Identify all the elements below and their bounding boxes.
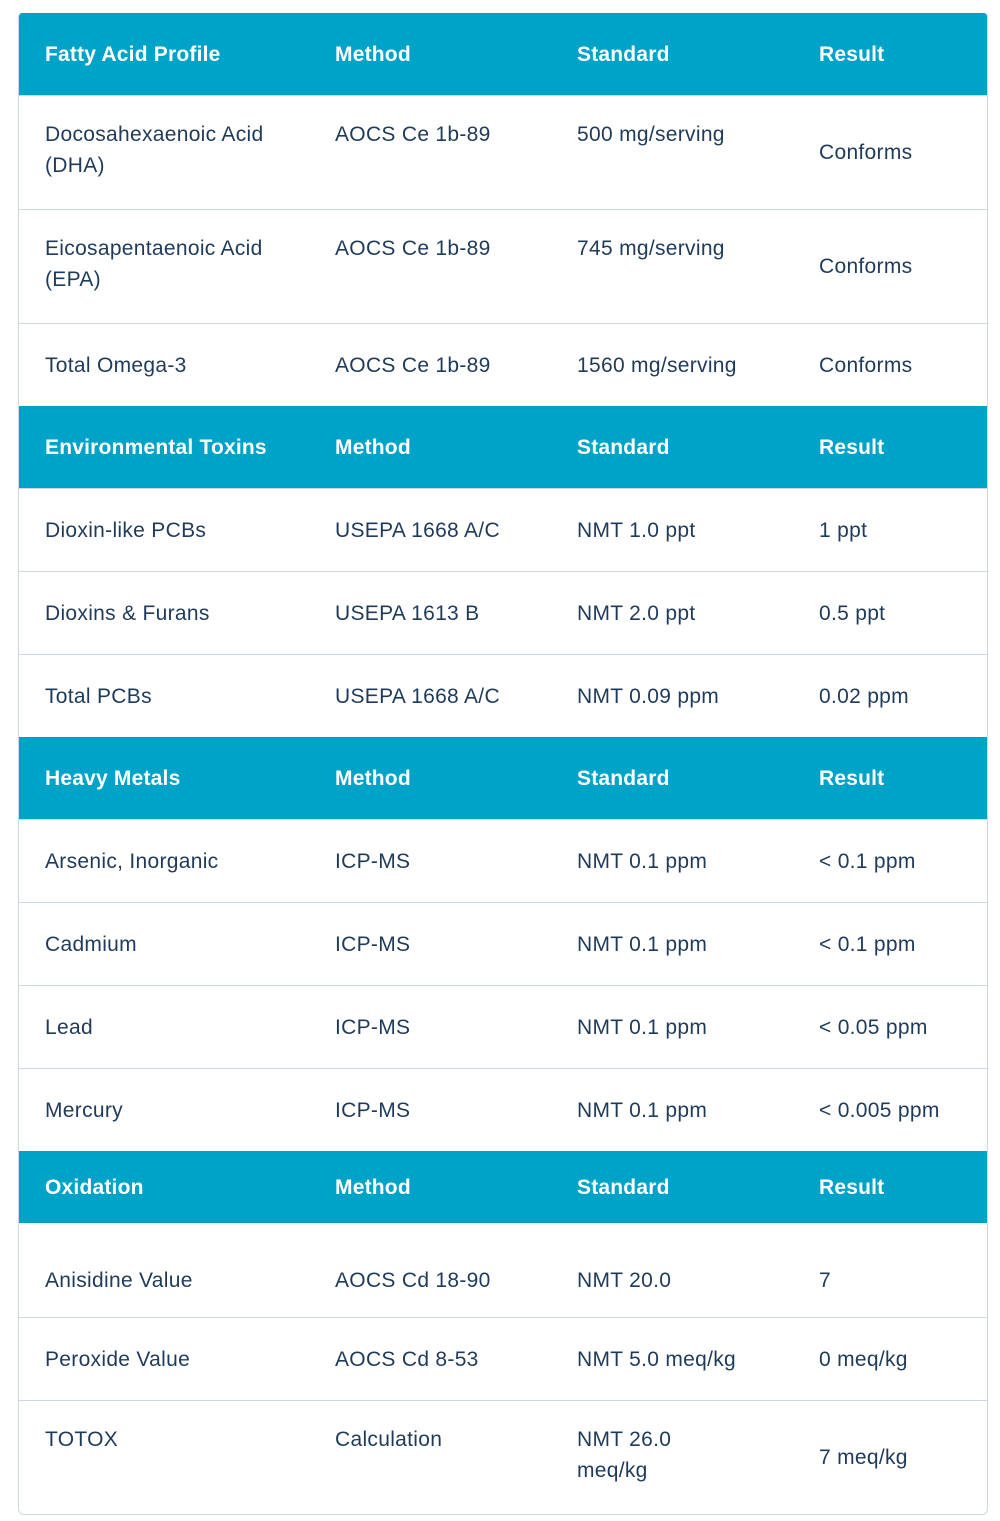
standard-value: NMT 5.0 meq/kg [577,1347,737,1371]
test-method: ICP-MS [335,849,411,873]
standard-value: NMT 0.1 ppm [577,1098,708,1122]
result-value: < 0.1 ppm [819,849,916,873]
results-table [18,13,988,1515]
section-header-heavy-metals [19,737,987,819]
test-method: AOCS Ce 1b-89 [335,237,491,260]
analyte-name: Dioxins & Furans [45,601,210,625]
header-name: Fatty Acid Profile [45,42,221,66]
header-method: Method [335,435,411,459]
test-method: AOCS Ce 1b-89 [335,123,491,146]
result-value: 0.02 ppm [819,684,909,708]
table-row [19,902,987,985]
analyte-name: Dioxin-like PCBs [45,518,207,542]
header-name: Oxidation [45,1175,144,1199]
section-header-fatty-acid-profile [19,13,987,95]
table-row [19,209,987,323]
standard-value: NMT 0.1 ppm [577,849,708,873]
analyte-name: Total PCBs [45,684,152,708]
test-method: AOCS Cd 18-90 [335,1268,491,1292]
header-standard: Standard [577,42,670,66]
analyte-name: Mercury [45,1098,123,1122]
standard-value: NMT 2.0 ppt [577,601,696,625]
analyte-name: TOTOX [45,1428,119,1451]
analyte-name: Total Omega-3 [45,353,187,377]
analyte-name: Arsenic, Inorganic [45,849,219,873]
test-method: Calculation [335,1428,443,1451]
analyte-name: Lead [45,1015,93,1039]
table-row [19,1068,987,1151]
result-value: 7 meq/kg [819,1446,908,1469]
result-value: Conforms [819,141,913,164]
table-row [19,654,987,737]
section-header-environmental-toxins [19,406,987,488]
header-result: Result [819,435,885,459]
test-method: USEPA 1668 A/C [335,684,500,708]
header-name: Heavy Metals [45,766,181,790]
result-value: < 0.1 ppm [819,932,916,956]
standard-value: NMT 0.1 ppm [577,932,708,956]
analyte-name: Peroxide Value [45,1347,191,1371]
header-method: Method [335,42,411,66]
table-row [19,488,987,571]
section-gap [19,1223,987,1243]
result-value: Conforms [819,255,913,278]
result-value: 7 [819,1268,831,1292]
result-value: Conforms [819,353,913,377]
table-row [19,571,987,654]
result-value: 0 meq/kg [819,1347,908,1371]
header-result: Result [819,1175,885,1199]
standard-value: 1560 mg/serving [577,353,737,377]
standard-value: NMT 1.0 ppt [577,518,696,542]
result-value: < 0.005 ppm [819,1098,940,1122]
result-value: < 0.05 ppm [819,1015,928,1039]
analyte-name: Anisidine Value [45,1268,193,1292]
analyte-name: Cadmium [45,932,137,956]
result-value: 0.5 ppt [819,601,886,625]
header-result: Result [819,766,885,790]
analyte-name: Eicosapentaenoic Acid (EPA) [45,237,263,291]
test-method: ICP-MS [335,1015,411,1039]
standard-value: 745 mg/serving [577,237,725,260]
header-result: Result [819,42,885,66]
table-row [19,95,987,209]
test-method: AOCS Cd 8-53 [335,1347,479,1371]
test-method: ICP-MS [335,1098,411,1122]
table-row [19,985,987,1068]
test-method: ICP-MS [335,932,411,956]
table-row [19,1243,987,1317]
test-method: USEPA 1613 B [335,601,480,625]
table-row [19,819,987,902]
standard-value: NMT 0.1 ppm [577,1015,708,1039]
standard-value: NMT 20.0 [577,1268,672,1292]
section-header-oxidation [19,1151,987,1223]
table-row [19,1317,987,1400]
standard-value: NMT 0.09 ppm [577,684,720,708]
header-standard: Standard [577,766,670,790]
analyte-name: Docosahexaenoic Acid (DHA) [45,123,264,177]
standard-value: NMT 26.0 meq/kg [577,1428,672,1482]
header-standard: Standard [577,435,670,459]
header-standard: Standard [577,1175,670,1199]
table-row [19,323,987,406]
header-method: Method [335,1175,411,1199]
test-method: USEPA 1668 A/C [335,518,500,542]
header-name: Environmental Toxins [45,435,267,459]
header-method: Method [335,766,411,790]
table-row [19,1400,987,1514]
test-method: AOCS Ce 1b-89 [335,353,491,377]
standard-value: 500 mg/serving [577,123,725,146]
result-value: 1 ppt [819,518,868,542]
